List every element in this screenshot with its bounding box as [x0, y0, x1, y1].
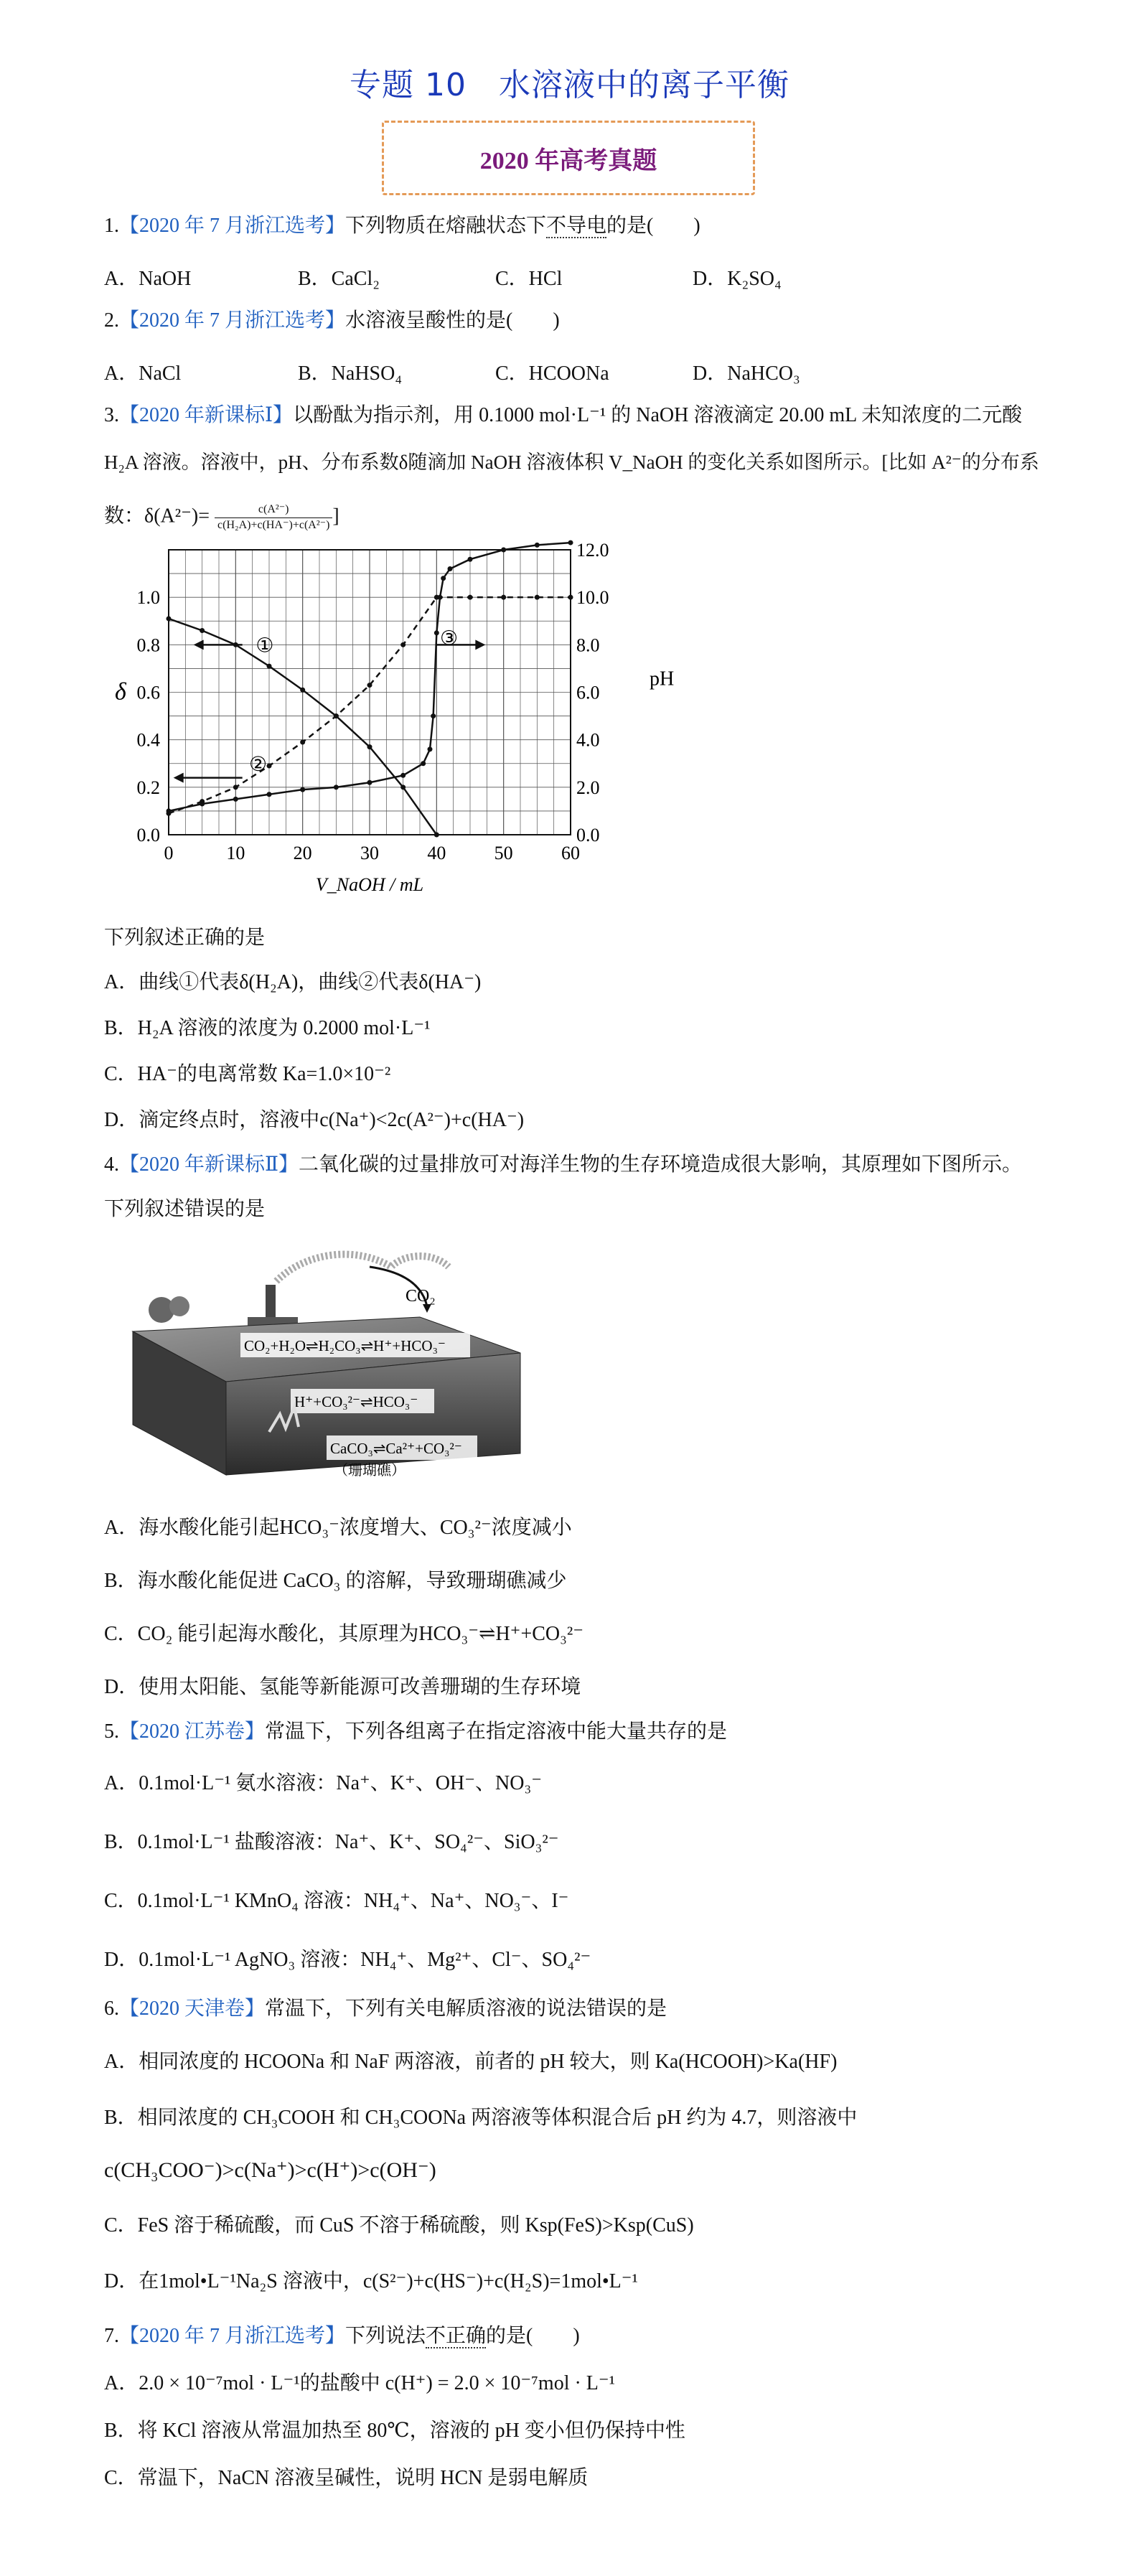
q7-option-b: B．将 KCl 溶液从常温加热至 80℃，溶液的 pH 变小但仍保持中性 — [104, 2420, 685, 2442]
y-right-tick-label: 12.0 — [576, 540, 609, 561]
q6-option-b-line1: B．相同浓度的 CH₃COOH 和 CH₃COONa 两溶液等体积混合后 pH 约为 4.7，则溶液中 — [104, 2107, 858, 2129]
annotation-1: ① — [256, 633, 274, 657]
y-left-tick-label: 0.8 — [136, 634, 160, 656]
series-point-3 — [421, 761, 426, 766]
question-5-stem: 5.【2020 江苏卷】常温下，下列各组离子在指定溶液中能大量共存的是 — [104, 1720, 728, 1743]
coral-label: （珊瑚礁） — [334, 1461, 406, 1479]
series-point-3 — [200, 801, 205, 806]
q5-option-c: C．0.1mol·L⁻¹ KMnO₄ 溶液：NH₄⁺、Na⁺、NO₃⁻、I⁻ — [104, 1890, 569, 1912]
q4-option-d: D．使用太阳能、氢能等新能源可改善珊瑚的生存环境 — [104, 1676, 581, 1698]
series-point-1 — [200, 628, 205, 633]
co2-label: CO₂ — [406, 1287, 436, 1306]
series-point-3 — [334, 784, 339, 790]
q5-option-d: D．0.1mol·L⁻¹ AgNO₃ 溶液：NH₄⁺、Mg²⁺、Cl⁻、SO₄²⁻ — [104, 1949, 591, 1971]
series-point-2 — [367, 683, 372, 688]
x-tick-label: 60 — [561, 843, 580, 863]
equation-1-label: CO₂+H₂O⇌H₂CO₃⇌H⁺+HCO₃⁻ — [244, 1337, 446, 1354]
question-3-line-2: H₂A 溶液。溶液中，pH、分布系数δ随滴加 NaOH 溶液体积 V_NaOH 的变化关系如图所示。[比如 A²⁻的分布系 — [104, 451, 1039, 473]
q5-option-a: A．0.1mol·L⁻¹ 氨水溶液：Na⁺、K⁺、OH⁻、NO₃⁻ — [104, 1772, 543, 1794]
series-point-1 — [367, 744, 372, 749]
series-point-2 — [400, 642, 406, 647]
x-tick-label: 50 — [494, 843, 513, 863]
series-point-1 — [167, 616, 172, 621]
question-6-stem: 6.【2020 天津卷】常温下，下列有关电解质溶液的说法错误的是 — [104, 1997, 667, 2020]
equation-2-label: H⁺+CO₃²⁻⇌HCO₃⁻ — [294, 1393, 418, 1410]
question-3-tag: 【2020 年新课标Ⅰ】 — [119, 404, 294, 426]
q5-option-b: B．0.1mol·L⁻¹ 盐酸溶液：Na⁺、K⁺、SO₄²⁻、SiO₃²⁻ — [104, 1831, 559, 1853]
q3-option-c: C．HA⁻的电离常数 Ka=1.0×10⁻² — [104, 1063, 391, 1085]
q1-option-a: A．NaOH — [104, 268, 192, 290]
section-subtitle: 2020 年高考真题 — [479, 147, 657, 174]
y-right-tick-label: 8.0 — [576, 634, 600, 656]
question-1-stem: 1.【2020 年 7 月浙江选考】下列物质在熔融状态下不导电的是( ) — [104, 215, 700, 237]
y-right-tick-label: 10.0 — [576, 587, 609, 609]
series-point-3 — [568, 540, 573, 545]
question-7-stem: 7.【2020 年 7 月浙江选考】下列说法不正确的是( ) — [104, 2325, 580, 2347]
series-point-1 — [267, 664, 272, 669]
q6-option-c: C．FeS 溶于稀硫酸，而 CuS 不溶于稀硫酸，则 Ksp(FeS)>Ksp(CuS) — [104, 2214, 694, 2237]
q2-option-c: C．HCOONa — [495, 362, 609, 385]
x-tick-label: 30 — [360, 843, 379, 863]
annotation-3-arrowhead — [475, 640, 485, 650]
q3-option-d: D．滴定终点时，溶液中c(Na⁺)<2c(A²⁻)+c(HA⁻) — [104, 1109, 525, 1131]
series-point-2 — [334, 713, 339, 718]
question-5-tag: 【2020 江苏卷】 — [119, 1720, 266, 1743]
series-point-3 — [300, 787, 305, 792]
q6-option-b-line2: c(CH₃COO⁻)>c(Na⁺)>c(H⁺)>c(OH⁻) — [104, 2158, 436, 2182]
q3-option-b: B．H₂A 溶液的浓度为 0.2000 mol·L⁻¹ — [104, 1017, 431, 1039]
series-point-3 — [438, 595, 443, 600]
q2-option-d: D．NaHCO₃ — [693, 362, 800, 385]
question-2-tag: 【2020 年 7 月浙江选考】 — [119, 309, 346, 332]
q6-option-a: A．相同浓度的 HCOONa 和 NaF 两溶液，前者的 pH 较大，则 Ka(HCOOH)>Ka(HF) — [104, 2051, 838, 2073]
y-right-axis-label: pH — [650, 668, 675, 690]
series-point-3 — [448, 566, 453, 571]
series-point-1 — [434, 833, 439, 838]
y-right-tick-label: 6.0 — [576, 682, 600, 703]
q2-option-a: A．NaCl — [104, 362, 182, 385]
q4-option-a: A．海水酸化能引起HCO₃⁻浓度增大、CO₃²⁻浓度减小 — [104, 1517, 572, 1539]
tree-shape — [169, 1296, 189, 1316]
q3-option-a: A．曲线①代表δ(H₂A)，曲线②代表δ(HA⁻) — [104, 971, 482, 993]
question-3-prompt: 下列叙述正确的是 — [104, 927, 266, 949]
series-point-1 — [300, 688, 305, 693]
x-tick-label: 40 — [427, 843, 446, 863]
question-4-tag: 【2020 年新课标Ⅱ】 — [119, 1153, 299, 1176]
y-left-tick-label: 0.2 — [136, 777, 160, 798]
y-left-axis-label: δ — [115, 678, 126, 706]
question-4-line-2: 下列叙述错误的是 — [104, 1198, 266, 1220]
q4-option-c: C．CO₂ 能引起海水酸化，其原理为HCO₃⁻⇌H⁺+CO₃²⁻ — [104, 1623, 584, 1645]
annotation-2-arrowhead — [174, 773, 184, 783]
series-point-3 — [434, 630, 439, 635]
ocean-diagram-svg — [118, 1238, 563, 1482]
ocean-acidification-figure — [118, 1238, 563, 1486]
series-point-2 — [501, 595, 506, 600]
titration-chart-svg — [100, 537, 675, 910]
x-tick-label: 10 — [226, 843, 245, 863]
y-left-tick-label: 0.0 — [136, 825, 160, 846]
y-right-tick-label: 0.0 — [576, 825, 600, 846]
question-7-tag: 【2020 年 7 月浙江选考】 — [119, 2325, 346, 2347]
series-point-2 — [267, 764, 272, 769]
y-right-tick-label: 4.0 — [576, 729, 600, 751]
titration-chart — [100, 537, 675, 914]
question-2-stem: 2.【2020 年 7 月浙江选考】水溶液呈酸性的是( ) — [104, 309, 560, 332]
q1-option-b: B．CaCl₂ — [298, 268, 380, 290]
series-point-3 — [441, 576, 446, 581]
series-point-3 — [501, 548, 506, 553]
question-6-tag: 【2020 天津卷】 — [119, 1997, 266, 2020]
series-point-3 — [267, 792, 272, 797]
series-point-3 — [167, 808, 172, 813]
series-point-3 — [367, 780, 372, 785]
series-point-2 — [300, 739, 305, 744]
series-point-2 — [568, 595, 573, 600]
series-point-1 — [400, 784, 406, 790]
annotation-2: ② — [249, 751, 268, 776]
q7-option-a: A．2.0 × 10⁻⁷mol · L⁻¹的盐酸中 c(H⁺) = 2.0 × 10⁻⁷mol · L⁻¹ — [104, 2372, 616, 2394]
question-3-line-3: 数：δ(A²⁻)= $\frac{\text{c(A²⁻)}}{\text{c(H₂A)+c(HA⁻)+c(A²⁻)}}$ ] — [104, 502, 339, 533]
annotation-1-arrowhead — [194, 640, 204, 650]
x-tick-label: 0 — [164, 843, 174, 863]
series-point-2 — [468, 595, 473, 600]
series-point-3 — [233, 797, 238, 802]
y-left-tick-label: 0.4 — [136, 729, 160, 751]
distribution-fraction: $\frac{\text{c(A²⁻)}}{\text{c(H₂A)+c(HA⁻)+c(A²⁻)}}$ — [215, 502, 332, 533]
equation-3-label: CaCO₃⇌Ca²⁺+CO₃²⁻ — [330, 1440, 462, 1457]
question-3-line-1: 3.【2020 年新课标Ⅰ】以酚酞为指示剂，用 0.1000 mol·L⁻¹ 的 NaOH 溶液滴定 20.00 mL 未知浓度的二元酸 — [104, 404, 1023, 426]
q4-option-b: B．海水酸化能促进 CaCO₃ 的溶解，导致珊瑚礁减少 — [104, 1570, 567, 1592]
series-point-3 — [428, 746, 433, 751]
section-subtitle-box — [382, 121, 755, 195]
series-point-3 — [468, 557, 473, 562]
series-point-2 — [535, 595, 540, 600]
series-point-3 — [431, 713, 436, 718]
question-4-line-1: 4.【2020 年新课标Ⅱ】二氧化碳的过量排放可对海洋生物的生存环境造成很大影响，其原理如下图所示。 — [104, 1153, 1023, 1176]
x-tick-label: 20 — [293, 843, 312, 863]
smoke-shape — [276, 1255, 449, 1281]
x-axis-label: V_NaOH / mL — [315, 874, 424, 895]
q6-option-d: D．在1mol•L⁻¹Na₂S 溶液中，c(S²⁻)+c(HS⁻)+c(H₂S)=1mol•L⁻¹ — [104, 2270, 638, 2292]
series-point-2 — [233, 784, 238, 790]
annotation-3: ③ — [440, 626, 459, 650]
page-title: 专题 10 水溶液中的离子平衡 — [350, 67, 789, 103]
series-point-3 — [400, 773, 406, 778]
y-right-tick-label: 2.0 — [576, 777, 600, 798]
y-left-tick-label: 0.6 — [136, 682, 160, 703]
series-point-3 — [535, 543, 540, 548]
q1-option-c: C．HCl — [495, 268, 563, 290]
q7-option-c: C．常温下，NaCN 溶液呈碱性，说明 HCN 是弱电解质 — [104, 2467, 589, 2489]
q1-option-d: D．K₂SO₄ — [693, 268, 782, 290]
q2-option-b: B．NaHSO₄ — [298, 362, 403, 385]
y-left-tick-label: 1.0 — [136, 587, 160, 609]
question-1-tag: 【2020 年 7 月浙江选考】 — [119, 215, 346, 237]
